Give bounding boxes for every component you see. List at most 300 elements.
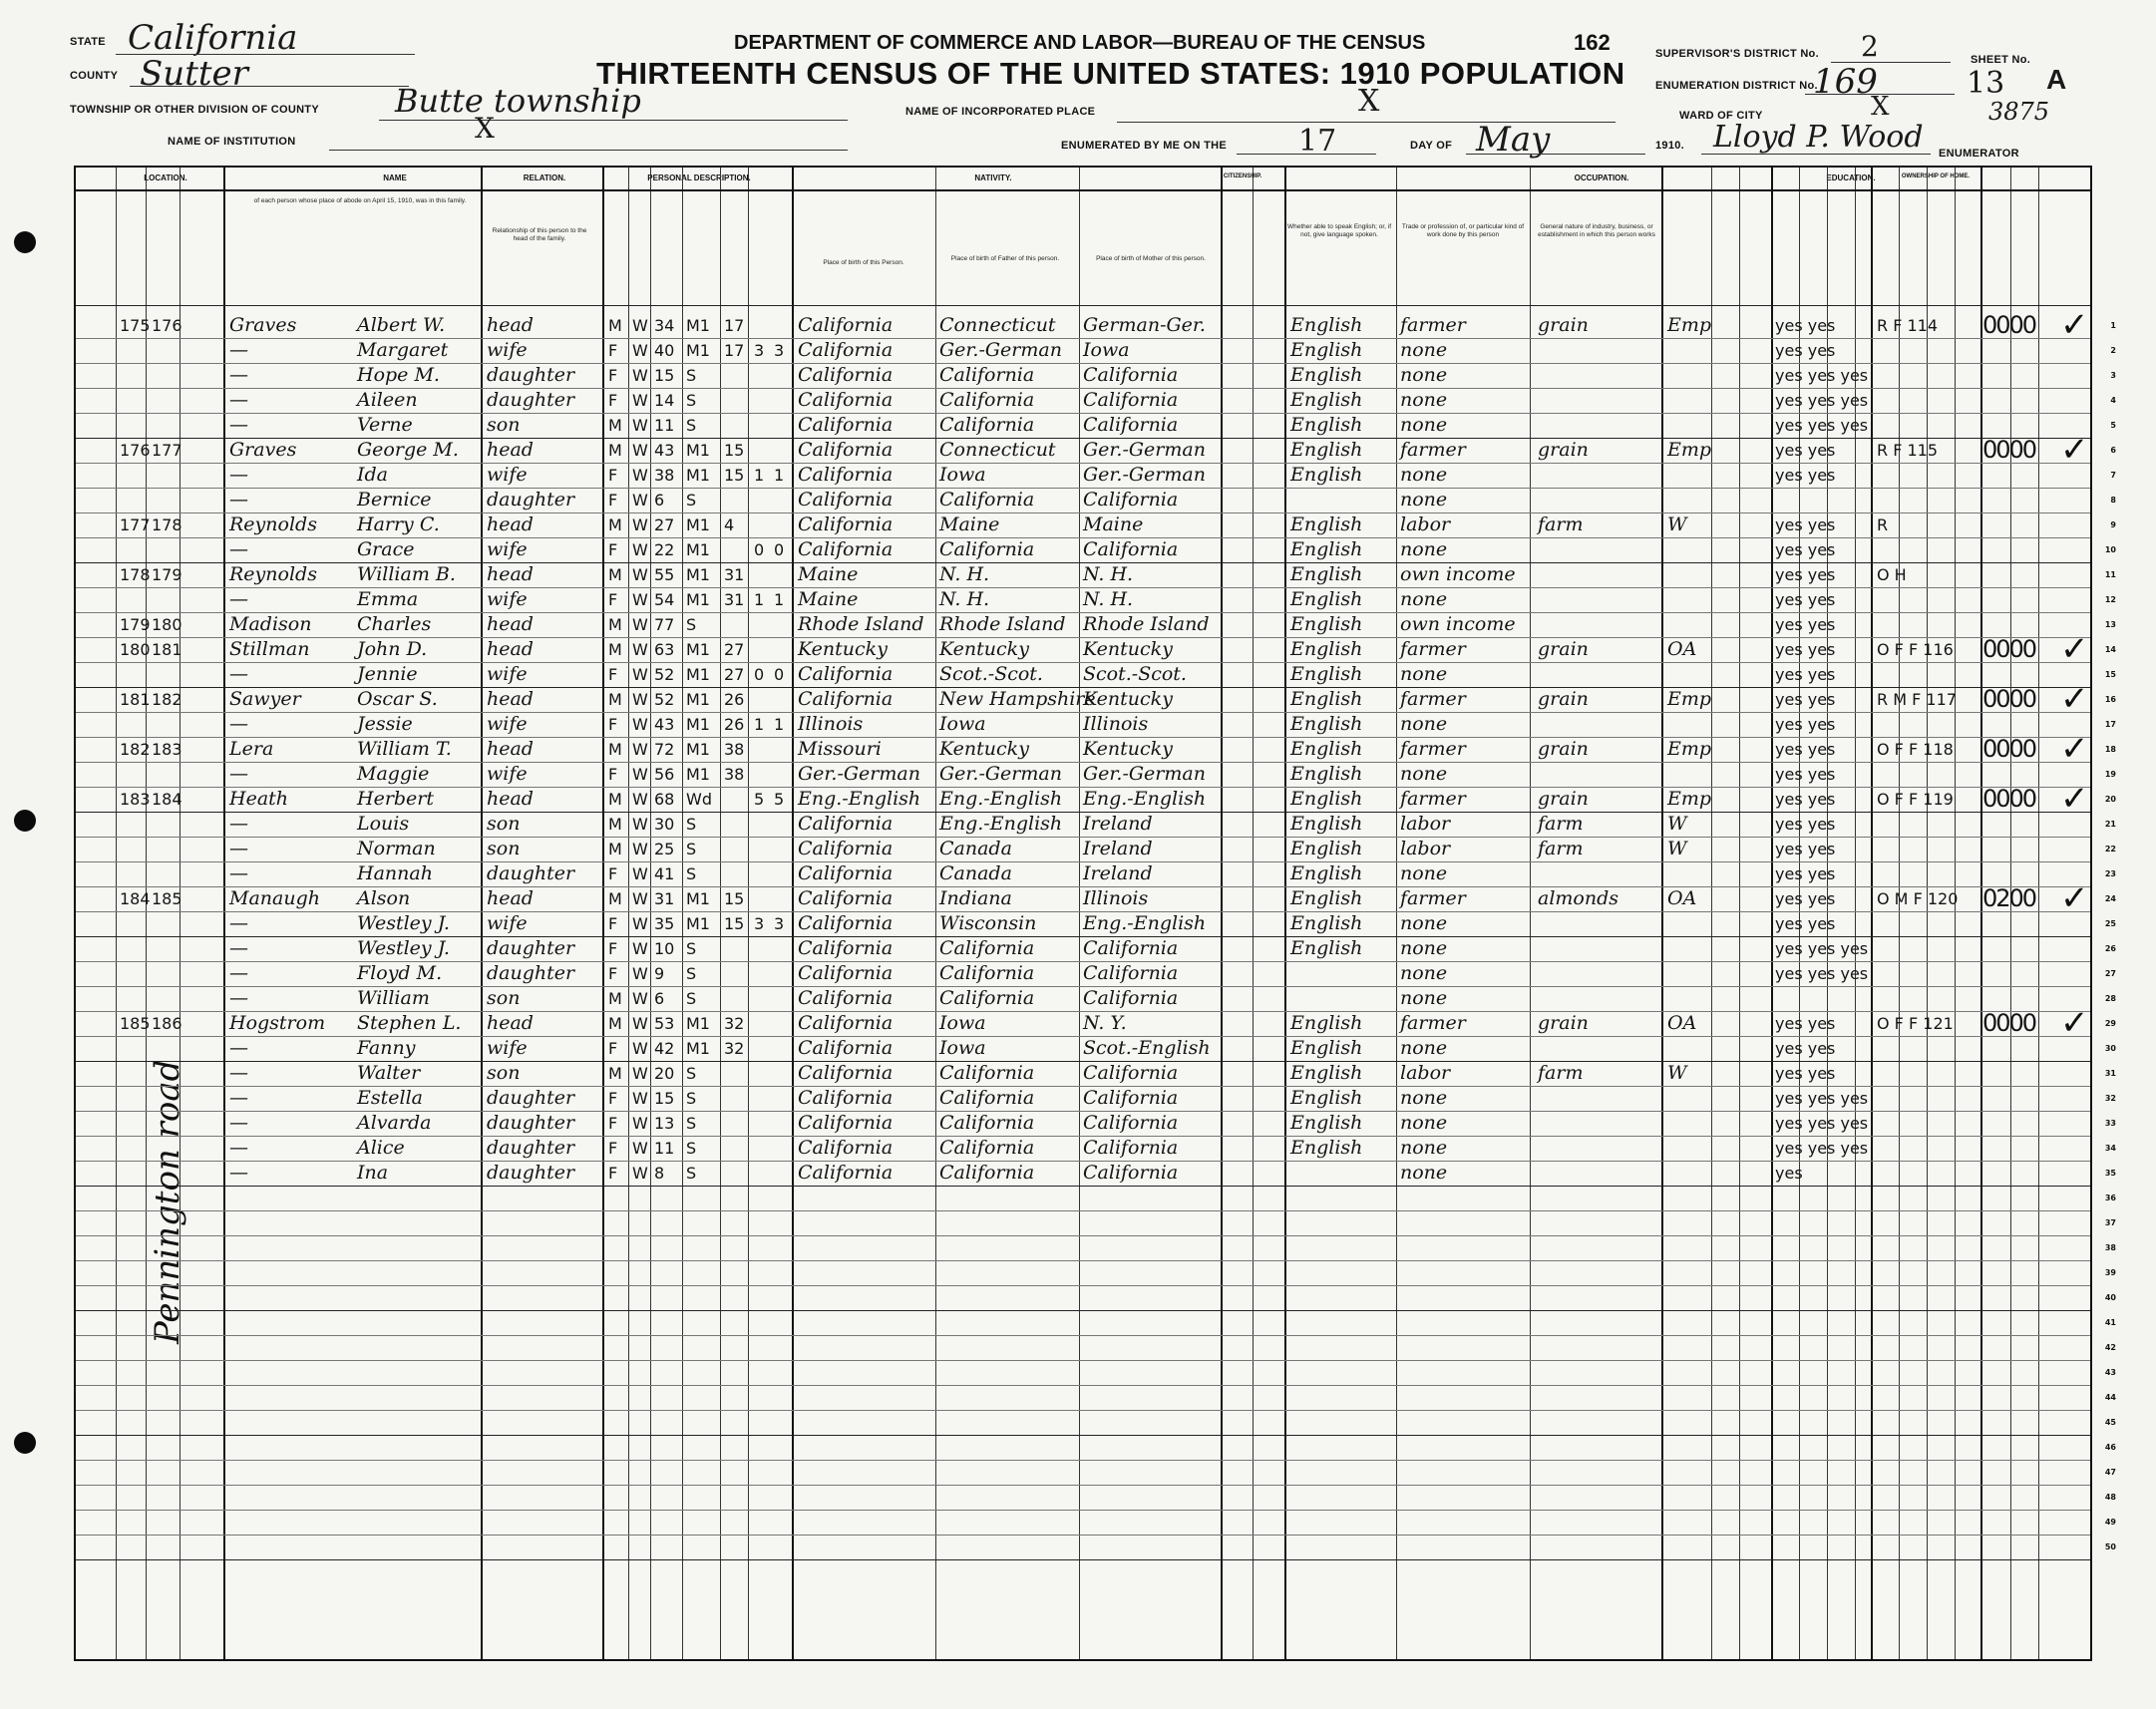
employer-status-cell: W [1667,513,1687,535]
sex-cell: F [608,939,618,958]
birthplace-father-cell: Iowa [939,713,986,735]
birthplace-mother-cell: Eng.-English [1083,788,1207,810]
education-cell: yes yes [1775,1014,1836,1033]
farm-schedule-cell: 0200 [1982,884,2036,912]
language-cell: English [1290,389,1363,411]
trade-cell: none [1400,1162,1448,1184]
birthplace-father-cell: Connecticut [939,439,1056,461]
trade-cell: none [1400,937,1448,959]
checkmark-icon: ✓ [2060,879,2089,917]
township-value: Butte township [395,82,641,120]
relation-description: Relationship of this person to the head of the family. [492,227,587,242]
family-number-cell: 186 [152,1014,182,1033]
relation-cell: wife [487,663,528,685]
sex-cell: F [608,391,618,410]
language-cell: English [1290,738,1363,760]
trade-cell: none [1400,962,1448,984]
surname-cell: — [229,862,248,884]
dwelling-number-cell: 180 [120,640,151,659]
birthplace-mother-cell: Ger.-German [1083,464,1206,486]
sex-cell: M [608,690,622,709]
age-cell: 30 [654,815,675,834]
years-married-cell: 15 [724,441,745,460]
relation-cell: daughter [487,1137,575,1159]
line-number: 1 [2110,321,2116,330]
line-number: 37 [2104,1218,2116,1227]
blank-row [76,1460,2116,1485]
race-cell: W [632,640,648,659]
side-note-road: Pennington road [148,1059,187,1344]
years-married-cell: 31 [724,565,745,584]
language-cell: English [1290,912,1363,934]
birthplace-mother-cell: Ireland [1083,862,1153,884]
employer-status-cell: OA [1667,1012,1697,1034]
children-living-cell: 0 [774,540,785,559]
dwelling-number-cell: 176 [120,441,151,460]
age-cell: 34 [654,316,675,335]
surname-cell: — [229,663,248,685]
birthplace-person-cell: California [798,912,894,934]
race-cell: W [632,1089,648,1108]
given-name-cell: Jessie [357,713,413,735]
industry-cell: grain [1538,738,1589,760]
children-living-cell: 5 [774,790,785,809]
dwelling-number-cell: 179 [120,615,151,634]
birthplace-father-cell: California [939,1062,1035,1084]
given-name-cell: Harry C. [357,513,440,535]
employer-status-cell: Emp [1667,738,1712,760]
surname-cell: — [229,339,248,361]
year-label: 1910. [1655,140,1685,152]
birthplace-father-cell: Iowa [939,1012,986,1034]
family-number-cell: 185 [152,889,182,908]
line-number: 44 [2104,1393,2116,1402]
table-row [76,537,2116,562]
line-number: 34 [2104,1144,2116,1153]
children-living-cell: 1 [774,466,785,485]
language-cell: English [1290,464,1363,486]
marital-status-cell: M1 [686,1039,710,1058]
line-number: 7 [2110,471,2116,480]
language-cell: English [1290,1087,1363,1109]
education-cell: yes yes [1775,540,1836,559]
relation-cell: head [487,887,534,909]
family-number-cell: 183 [152,740,182,759]
marital-status-cell: M1 [686,565,710,584]
farm-schedule-cell: 0000 [1982,1009,2036,1037]
line-number: 3 [2110,371,2116,380]
trade-cell: farmer [1400,439,1466,461]
farm-schedule-cell: 0000 [1982,785,2036,813]
line-number: 5 [2110,421,2116,430]
birthplace-person-cell: California [798,862,894,884]
education-cell: yes yes [1775,615,1836,634]
birthplace-father-cell: Ger.-German [939,763,1062,785]
birthplace-father-cell: Connecticut [939,314,1056,336]
trade-cell: farmer [1400,638,1466,660]
age-cell: 20 [654,1064,675,1083]
birthplace-person-cell: California [798,887,894,909]
education-cell: yes yes [1775,1039,1836,1058]
relation-cell: wife [487,464,528,486]
blank-row [76,1435,2116,1460]
language-cell: English [1290,513,1363,535]
marital-status-cell: M1 [686,715,710,734]
marital-status-cell: S [686,1114,697,1133]
years-married-cell: 38 [724,740,745,759]
state-label: STATE [70,36,106,48]
trade-cell: none [1400,763,1448,785]
children-born-cell: 1 [754,715,765,734]
education-cell: yes yes [1775,665,1836,684]
industry-cell: farm [1538,813,1584,835]
surname-cell: — [229,414,248,436]
education-cell: yes yes [1775,889,1836,908]
ownership-cell: O M F 120 [1877,889,1959,908]
col-name: NAME [383,173,407,182]
given-name-cell: Herbert [357,788,435,810]
sex-cell: M [608,565,622,584]
age-cell: 43 [654,715,675,734]
years-married-cell: 4 [724,515,735,534]
line-number: 29 [2104,1019,2116,1028]
table-row [76,780,2116,818]
birthplace-mother-cell: California [1083,414,1179,436]
family-number-cell: 177 [152,441,182,460]
name-description: of each person whose place of abode on April 15, 1910, was in this family. [253,197,467,204]
sex-cell: F [608,1139,618,1158]
age-cell: 11 [654,1139,675,1158]
institution-label: NAME OF INSTITUTION [168,136,296,148]
employer-status-cell: W [1667,838,1687,859]
table-row [76,662,2116,687]
education-cell: yes yes [1775,515,1836,534]
language-cell: English [1290,1062,1363,1084]
table-row [76,562,2116,587]
years-married-cell: 32 [724,1014,745,1033]
table-row [76,936,2116,961]
birthplace-father-cell: New Hampshire [939,688,1096,710]
sex-cell: M [608,1014,622,1033]
birthplace-person-cell: California [798,1087,894,1109]
dwelling-number-cell: 185 [120,1014,151,1033]
given-name-cell: Floyd M. [357,962,443,984]
race-cell: W [632,864,648,883]
blank-row [76,1485,2116,1510]
children-living-cell: 3 [774,914,785,933]
family-number-cell: 176 [152,316,182,335]
birthplace-father-cell: Eng.-English [939,788,1063,810]
birthplace-person-cell: Missouri [798,738,882,760]
employer-status-cell: Emp [1667,788,1712,810]
dwelling-number-cell: 177 [120,515,151,534]
surname-cell: — [229,1137,248,1159]
farm-schedule-cell: 0000 [1982,311,2036,339]
birthplace-father-cell: California [939,987,1035,1009]
line-number: 28 [2104,994,2116,1003]
marital-status-cell: M1 [686,316,710,335]
trade-cell: none [1400,987,1448,1009]
checkmark-icon: ✓ [2060,780,2089,818]
incorporated-place-value: X [1358,84,1380,119]
language-cell: English [1290,613,1363,635]
table-row [76,911,2116,936]
surname-cell: Manaugh [229,887,320,909]
ward-label: WARD OF CITY [1679,110,1763,122]
birthplace-mother-cell: Iowa [1083,339,1130,361]
line-number: 41 [2104,1318,2116,1327]
line-number: 35 [2104,1169,2116,1178]
blank-row [76,1285,2116,1310]
line-number: 17 [2104,720,2116,729]
dwelling-number-cell: 182 [120,740,151,759]
blank-row [76,1535,2116,1559]
trade-cell: none [1400,538,1448,560]
blank-row [76,1360,2116,1385]
language-cell: English [1290,439,1363,461]
sex-cell: F [608,765,618,784]
relation-cell: head [487,513,534,535]
surname-cell: — [229,1162,248,1184]
dwelling-number-cell: 178 [120,565,151,584]
age-cell: 22 [654,540,675,559]
birthplace-father-cell: Iowa [939,1037,986,1059]
birthplace-father-cell: Maine [939,513,1000,535]
surname-cell: — [229,1062,248,1084]
enumerator-signature: Lloyd P. Wood [1713,120,1924,155]
industry-cell: grain [1538,314,1589,336]
marital-status-cell: Wd [686,790,712,809]
age-cell: 9 [654,964,665,983]
table-row [76,612,2116,637]
race-cell: W [632,341,648,360]
language-cell: English [1290,1037,1363,1059]
education-cell: yes yes [1775,840,1836,858]
birthplace-person-cell: California [798,1037,894,1059]
race-cell: W [632,914,648,933]
birthplace-person-cell: California [798,813,894,835]
birthplace-mother-cell: California [1083,1137,1179,1159]
marital-status-cell: M1 [686,914,710,933]
age-cell: 35 [654,914,675,933]
years-married-cell: 17 [724,341,745,360]
race-cell: W [632,416,648,435]
age-cell: 10 [654,939,675,958]
marital-status-cell: M1 [686,740,710,759]
sex-cell: F [608,540,618,559]
family-number-cell: 178 [152,515,182,534]
surname-cell: Reynolds [229,563,317,585]
birthplace-father-cell: California [939,1112,1035,1134]
blank-row [76,1260,2116,1285]
race-cell: W [632,491,648,510]
institution-value: X [475,112,495,145]
trade-cell: labor [1400,813,1451,835]
census-form-table [74,166,2116,1661]
line-number: 30 [2104,1044,2116,1053]
children-born-cell: 5 [754,790,765,809]
ownership-cell: R [1877,515,1889,534]
age-cell: 13 [654,1114,675,1133]
sex-cell: F [608,715,618,734]
sex-cell: F [608,964,618,983]
col-personal: PERSONAL DESCRIPTION. [647,173,751,182]
line-number: 14 [2104,645,2116,654]
binder-hole-bottom [14,1432,36,1454]
incorporated-place-label: NAME OF INCORPORATED PLACE [905,106,1096,118]
trade-cell: none [1400,339,1448,361]
education-cell: yes yes yes [1775,1089,1869,1108]
birthplace-person-cell: Illinois [798,713,864,735]
line-number: 9 [2110,520,2116,529]
line-number: 32 [2104,1094,2116,1103]
birthplace-father-cell: California [939,1162,1035,1184]
birthplace-father-cell: Eng.-English [939,813,1063,835]
table-row [76,861,2116,886]
table-row [76,363,2116,388]
education-cell: yes yes yes [1775,1139,1869,1158]
family-number-cell: 180 [152,615,182,634]
line-number: 25 [2104,919,2116,928]
relation-cell: wife [487,1037,528,1059]
marital-status-cell: S [686,840,697,858]
birthplace-father-cell: Scot.-Scot. [939,663,1043,685]
sex-cell: F [608,341,618,360]
relation-cell: head [487,314,534,336]
surname-cell: Hogstrom [229,1012,326,1034]
race-cell: W [632,964,648,983]
years-married-cell: 26 [724,715,745,734]
language-cell: English [1290,763,1363,785]
relation-cell: son [487,838,521,859]
birthplace-father-cell: Kentucky [939,638,1029,660]
marital-status-cell: S [686,815,697,834]
marital-status-cell: S [686,989,697,1008]
birthplace-mother-cell: Eng.-English [1083,912,1207,934]
given-name-cell: William [357,987,430,1009]
language-cell: English [1290,538,1363,560]
birthplace-mother-cell: Illinois [1083,713,1149,735]
relation-cell: wife [487,912,528,934]
table-row [76,1161,2116,1186]
age-cell: 15 [654,366,675,385]
employer-status-cell: OA [1667,638,1697,660]
years-married-cell: 32 [724,1039,745,1058]
education-cell: yes yes [1775,740,1836,759]
surname-cell: — [229,987,248,1009]
race-cell: W [632,740,648,759]
relation-cell: head [487,788,534,810]
birthplace-mother-cell: California [1083,1162,1179,1184]
employer-status-cell: Emp [1667,688,1712,710]
industry-cell: grain [1538,439,1589,461]
birthplace-father-cell: California [939,1137,1035,1159]
children-living-cell: 0 [774,665,785,684]
education-cell: yes yes [1775,341,1836,360]
employer-status-cell: OA [1667,887,1697,909]
col-relation: RELATION. [523,173,566,182]
line-number: 36 [2104,1194,2116,1202]
department-title: DEPARTMENT OF COMMERCE AND LABOR—BUREAU OF THE CENSUS [734,32,1426,54]
birthplace-father-cell: Ger.-German [939,339,1062,361]
race-cell: W [632,441,648,460]
birthplace-mother-cell: Scot.-Scot. [1083,663,1187,685]
given-name-cell: Louis [357,813,410,835]
birthplace-mother-cell: California [1083,937,1179,959]
ward-value: X [1871,92,1890,122]
education-cell: yes yes yes [1775,416,1869,435]
enumerated-day: 17 [1298,124,1337,159]
language-cell: English [1290,1112,1363,1134]
age-cell: 55 [654,565,675,584]
relation-cell: daughter [487,1087,575,1109]
age-cell: 77 [654,615,675,634]
birthplace-mother-cell: California [1083,987,1179,1009]
marital-status-cell: M1 [686,540,710,559]
enumeration-district-value: 169 [1813,62,1878,102]
age-cell: 11 [654,416,675,435]
marital-status-cell: M1 [686,441,710,460]
blank-row [76,1235,2116,1260]
col-nativity: NATIVITY. [974,173,1012,182]
children-born-cell: 0 [754,540,765,559]
race-cell: W [632,1014,648,1033]
language-cell: English [1290,838,1363,859]
education-cell: yes yes [1775,765,1836,784]
age-cell: 6 [654,989,665,1008]
years-married-cell: 17 [724,316,745,335]
race-cell: W [632,1114,648,1133]
birthplace-mother-cell: Ger.-German [1083,763,1206,785]
surname-cell: — [229,962,248,984]
children-living-cell: 3 [774,341,785,360]
trade-cell: none [1400,1087,1448,1109]
race-cell: W [632,366,648,385]
given-name-cell: Westley J. [357,912,450,934]
race-cell: W [632,590,648,609]
language-cell: English [1290,887,1363,909]
education-cell: yes yes yes [1775,1114,1869,1133]
surname-cell: Heath [229,788,289,810]
relation-cell: daughter [487,937,575,959]
birthplace-person-cell: California [798,414,894,436]
birthplace-person-cell: California [798,364,894,386]
trade-cell: labor [1400,513,1451,535]
birthplace-mother-cell: Ger.-German [1083,439,1206,461]
surname-cell: Lera [229,738,274,760]
table-row [76,837,2116,861]
col-citizenship: CITIZENSHIP. [1223,173,1262,179]
table-row [76,630,2116,668]
line-number: 38 [2104,1243,2116,1252]
line-number: 6 [2110,446,2116,455]
given-name-cell: Alice [357,1137,405,1159]
table-row [76,587,2116,612]
table-row [76,812,2116,837]
age-cell: 72 [654,740,675,759]
relation-cell: son [487,987,521,1009]
surname-cell: — [229,538,248,560]
surname-cell: — [229,1112,248,1134]
trade-cell: none [1400,489,1448,511]
line-number: 43 [2104,1368,2116,1377]
language-cell: English [1290,364,1363,386]
given-name-cell: Alvarda [357,1112,432,1134]
marital-status-cell: M1 [686,640,710,659]
dwelling-number-cell: 184 [120,889,151,908]
race-cell: W [632,765,648,784]
birthplace-person-cell: California [798,1012,894,1034]
